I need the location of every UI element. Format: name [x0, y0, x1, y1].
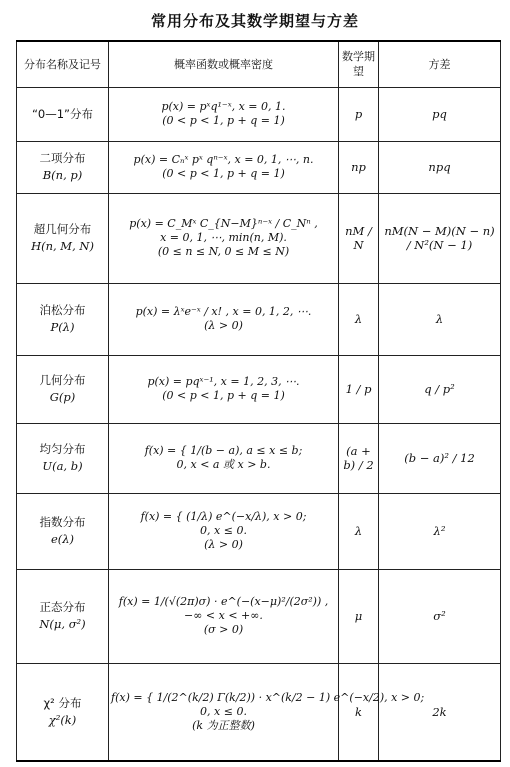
formula-line: x = 0, 1, ⋯, min(n, M).: [160, 231, 287, 244]
header-variance: 方差: [379, 41, 501, 87]
expectation-cell: 1 / p: [339, 355, 379, 423]
expectation-cell: k: [339, 663, 379, 761]
probability-formula-cell: [109, 355, 339, 423]
variance-cell: npq: [379, 141, 501, 193]
probability-formula-cell: [109, 569, 339, 663]
formula-line: p(x) = pˣq¹⁻ˣ, x = 0, 1.: [161, 100, 286, 113]
variance-cell: σ²: [379, 569, 501, 663]
table-row: [17, 193, 501, 283]
expectation-cell: λ: [339, 493, 379, 569]
distribution-table: [16, 40, 501, 762]
distribution-name-cell: [17, 493, 109, 569]
distribution-name: 几何分布: [39, 373, 86, 387]
probability-formula-cell: [109, 141, 339, 193]
expectation-cell: μ: [339, 569, 379, 663]
distribution-symbol: P(λ): [50, 320, 75, 334]
variance-cell: (b − a)² / 12: [379, 423, 501, 493]
variance-cell: 2k: [379, 663, 501, 761]
probability-formula-cell: [109, 87, 339, 141]
formula-line: f(x) = 1/(√(2π)σ) · e^(−(x−μ)²/(2σ²)) ,: [118, 595, 329, 608]
variance-cell: λ²: [379, 493, 501, 569]
formula-line: (k 为正整数): [192, 718, 255, 732]
distribution-name-cell: [17, 569, 109, 663]
distribution-name-cell: [17, 141, 109, 193]
probability-formula-cell: [109, 493, 339, 569]
table-row: [17, 355, 501, 423]
formula-line: f(x) = { (1/λ) e^(−x/λ), x > 0;: [140, 510, 307, 523]
distribution-name-cell: [17, 283, 109, 355]
table-row: [17, 283, 501, 355]
probability-formula-cell: [109, 193, 339, 283]
table-row: [17, 493, 501, 569]
header-formula: 概率函数或概率密度: [109, 41, 339, 87]
probability-formula-cell: [109, 283, 339, 355]
formula-line: −∞ < x < +∞.: [184, 609, 263, 622]
distribution-name: χ² 分布: [43, 695, 82, 710]
probability-formula-cell: [109, 423, 339, 493]
distribution-symbol: N(μ, σ²): [39, 617, 86, 631]
formula-line: 0, x ≤ 0.: [200, 524, 247, 537]
distribution-name-cell: [17, 87, 109, 141]
table-row: [17, 663, 501, 761]
distribution-symbol: U(a, b): [42, 459, 83, 473]
distribution-name-cell: [17, 193, 109, 283]
table-row: [17, 141, 501, 193]
formula-line: (0 < p < 1, p + q = 1): [162, 389, 285, 402]
distribution-name: 二项分布: [39, 151, 86, 165]
formula-line: 0, x < a 或 x > b.: [176, 458, 271, 471]
header-mean: 数学期望: [339, 41, 379, 87]
variance-cell: λ: [379, 283, 501, 355]
distribution-name: 泊松分布: [39, 303, 86, 317]
probability-formula-cell: [109, 663, 425, 761]
distribution-name: 正态分布: [39, 600, 86, 614]
expectation-cell: np: [339, 141, 379, 193]
formula-line: p(x) = pqˣ⁻¹, x = 1, 2, 3, ⋯.: [147, 375, 300, 388]
table-row: [17, 423, 501, 493]
distribution-name: 指数分布: [39, 515, 86, 529]
distribution-symbol: H(n, M, N): [31, 239, 94, 253]
formula-line: p(x) = λˣe⁻ˣ / x! , x = 0, 1, 2, ⋯.: [135, 305, 312, 318]
variance-cell: pq: [379, 87, 501, 141]
formula-line: p(x) = C_Mˣ C_{N−M}ⁿ⁻ˣ / C_Nⁿ ,: [129, 217, 318, 230]
formula-line: (0 < p < 1, p + q = 1): [162, 114, 285, 127]
distribution-name-cell: [17, 355, 109, 423]
formula-line: f(x) = { 1/(b − a), a ≤ x ≤ b;: [144, 444, 303, 457]
distribution-symbol: χ²(k): [48, 712, 77, 727]
distribution-name-cell: [17, 663, 109, 761]
formula-line: (λ > 0): [204, 319, 243, 332]
variance-cell: nM(N − M)(N − n) / N²(N − 1): [379, 193, 501, 283]
formula-line: p(x) = Cₙˣ pˣ qⁿ⁻ˣ, x = 0, 1, ⋯, n.: [133, 153, 314, 166]
formula-line: (λ > 0): [204, 538, 243, 551]
header-row: [17, 41, 501, 87]
table-title: 常用分布及其数学期望与方差: [150, 12, 359, 30]
distribution-symbol: e(λ): [50, 532, 75, 546]
expectation-cell: (a + b) / 2: [339, 423, 379, 493]
distribution-symbol: G(p): [49, 390, 76, 404]
table-row: [17, 87, 501, 141]
distribution-name-cell: [17, 423, 109, 493]
distribution-name: “0—1”分布: [31, 106, 94, 121]
expectation-cell: p: [339, 87, 379, 141]
expectation-cell: λ: [339, 283, 379, 355]
distribution-symbol: B(n, p): [42, 168, 83, 182]
table-row: [17, 569, 501, 663]
formula-line: (σ > 0): [203, 623, 244, 636]
formula-line: f(x) = { 1/(2^(k/2) Γ(k/2)) · x^(k/2 − 1) e^(−x/2), x > 0;: [111, 690, 425, 704]
distribution-name: 超几何分布: [33, 222, 92, 236]
formula-line: (0 ≤ n ≤ N, 0 ≤ M ≤ N): [157, 245, 290, 258]
variance-cell: q / p²: [379, 355, 501, 423]
formula-line: 0, x ≤ 0.: [200, 704, 247, 718]
header-name: 分布名称及记号: [17, 41, 109, 87]
expectation-cell: nM / N: [339, 193, 379, 283]
distribution-name: 均匀分布: [39, 442, 86, 456]
formula-line: (0 < p < 1, p + q = 1): [162, 167, 285, 180]
